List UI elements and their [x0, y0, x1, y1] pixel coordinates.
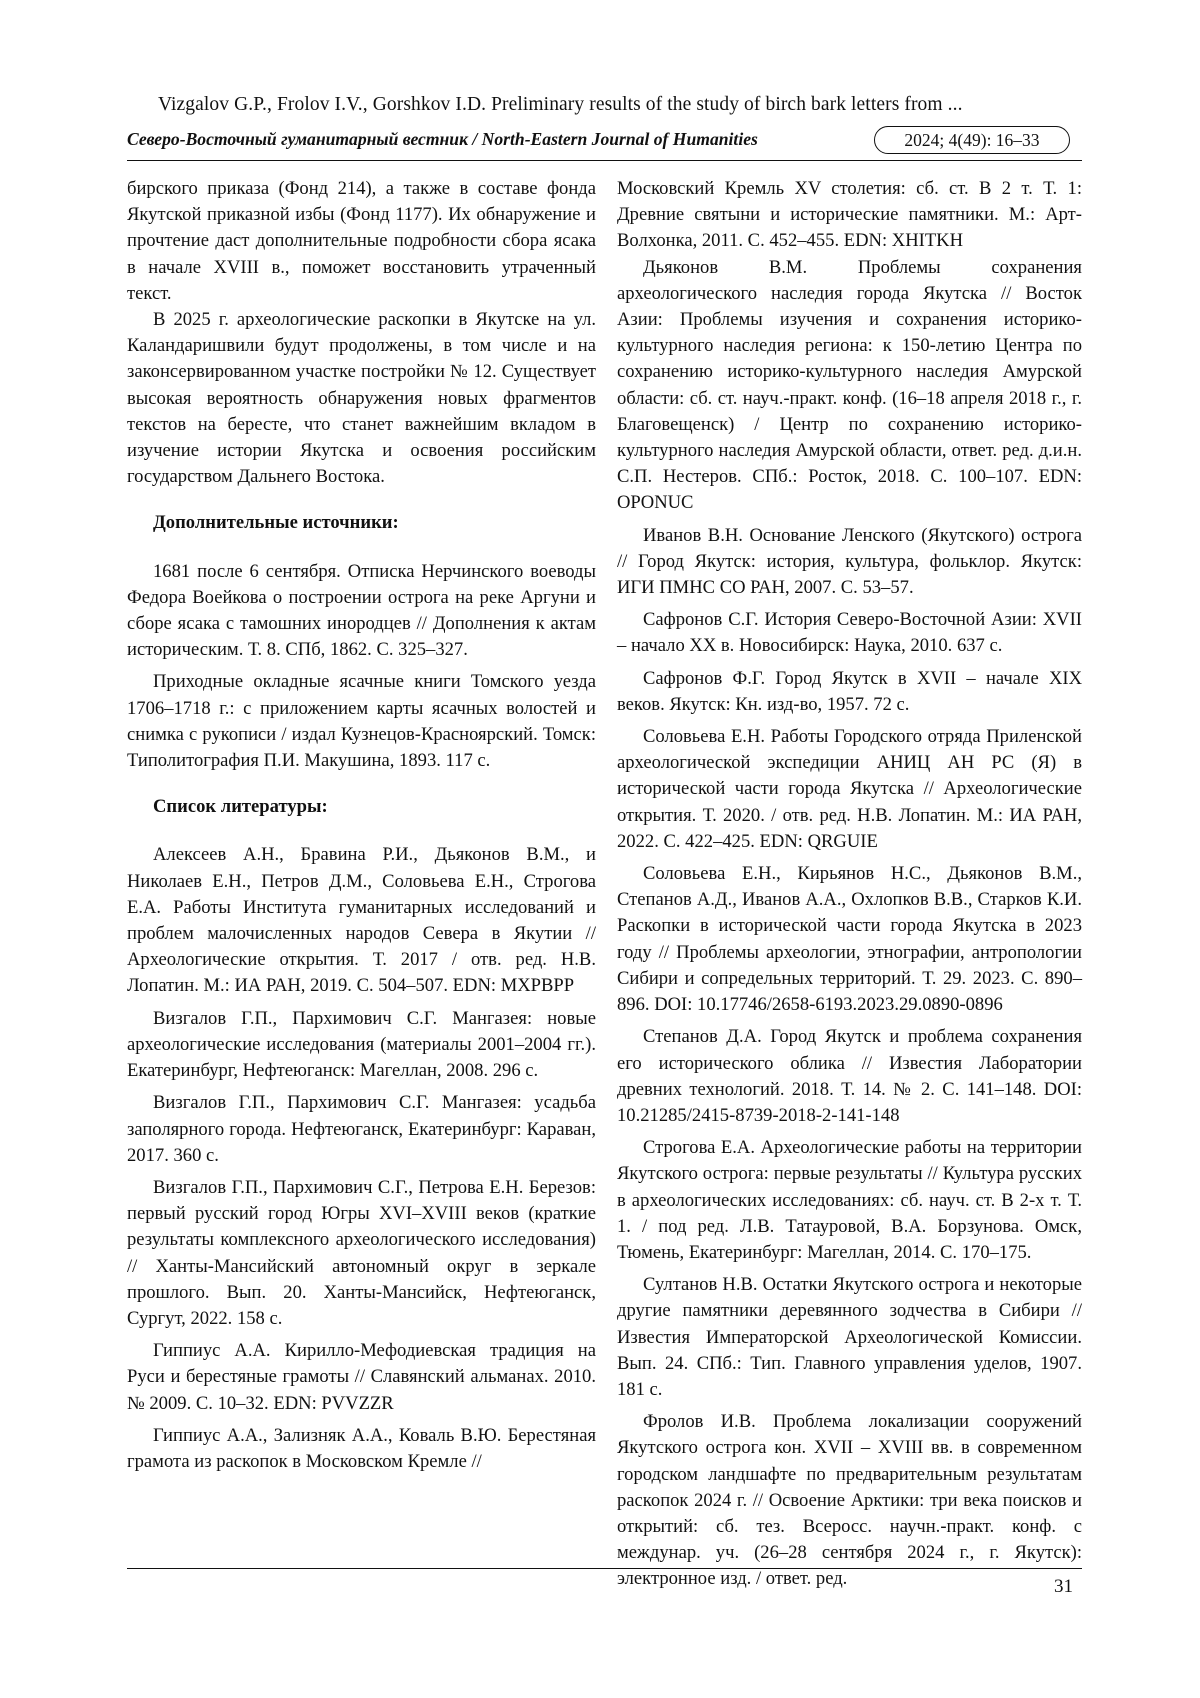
journal-line	[127, 126, 1082, 158]
source-entry: Приходные окладные ясачные книги Томского уезда 1706–1718 г.: с приложением карты ясачных волостей и снимка с рукописи / издал Кузнецов-Красноярский. Томск: Типолитография П.И. Макушина, 1893. 117 с.	[127, 671, 596, 772]
spacer	[127, 820, 596, 842]
reference-entry: Строгова Е.А. Археологические работы на территории Якутского острога: первые результаты // Культура русских в археологических исследованиях: сб. науч. ст. В 2-х т. Т. 1. / под ред. Л.В. Татауровой, В.А. Борзунова. Омск, Тюмень, Екатеринбург: Магеллан, 2014. С. 170–175.	[617, 1137, 1082, 1263]
reference-entry: Визгалов Г.П., Пархимович С.Г., Петрова Е.Н. Березов: первый русский город Югры XVI–XVIII веков (краткие результаты комплексного археологического исследования) // Ханты-Мансийский автономный округ в зеркале прошлого. Вып. 20. Ханты-Мансийск, Нефтеюганск, Сургут, 2022. 158 с.	[127, 1176, 596, 1329]
left-column	[127, 176, 596, 1475]
page-number: 31	[1054, 1576, 1073, 1597]
body-paragraph: В 2025 г. археологические раскопки в Якутске на ул. Каландаришвили будут продолжены, в том числе и на законсервированном участке постройки № 12. Существует высокая вероятность обнаружения новых фрагментов текстов на бересте, что станет важнейшим вкладом в изучение истории Якутска и освоения российским государством Дальнего Востока.	[127, 309, 596, 488]
reference-entry: Соловьева Е.Н., Кирьянов Н.С., Дьяконов В.М., Степанов А.Д., Иванов А.А., Охлопков В.В., Старков К.И. Раскопки в исторической части города Якутска в 2023 году // Проблемы археологии, этнографии, антропологии Сибири и сопредельных территорий. Т. 29. 2023. С. 890–896. DOI: 10.17746/2658-6193.2023.29.0890-0896	[617, 863, 1082, 1016]
reference-entry: Визгалов Г.П., Пархимович С.Г. Мангазея: усадьба заполярного города. Нефтеюганск, Екатеринбург: Караван, 2017. 360 с.	[127, 1092, 596, 1166]
running-title: Vizgalov G.P., Frolov I.V., Gorshkov I.D. Preliminary results of the study of birch bark letters from ...	[158, 94, 963, 115]
source-entry: 1681 после 6 сентября. Отписка Нерчинского воеводы Федора Воейкова о построении острога на реке Аргуни и сборе ясака с тамошних инородцев // Дополнения к актам историческим. Т. 8. СПб, 1862. С. 325–327.	[127, 560, 596, 661]
reference-entry: Сафронов Ф.Г. Город Якутск в XVII – начале XIX веков. Якутск: Кн. изд-во, 1957. 72 с.	[617, 667, 1082, 715]
reference-entry: Алексеев А.Н., Бравина Р.И., Дьяконов В.М., и Николаев Е.Н., Петров Д.М., Соловьева Е.Н., Строгова Е.А. Работы Института гуманитарных исследований и проблем малочисленных народов Севера в Якутии // Археологические открытия. Т. 2017 / отв. ред. Н.В. Лопатин. М.: ИА РАН, 2019. С. 504–507. EDN: MXPBPP	[127, 844, 596, 997]
reference-entry: Султанов Н.В. Остатки Якутского острога и некоторые другие памятники деревянного зодчества в Сибири // Известия Императорской Археологической Комиссии. Вып. 24. СПб.: Тип. Главного управления уделов, 1907. 181 с.	[617, 1274, 1082, 1400]
journal-name: Северо-Восточный гуманитарный вестник / North-Eastern Journal of Humanities	[127, 129, 758, 149]
reference-entry: Визгалов Г.П., Пархимович С.Г. Мангазея: новые археологические исследования (материалы 2001–2004 гг.). Екатеринбург, Нефтеюганск: Магеллан, 2008. 296 с.	[127, 1007, 596, 1082]
reference-entry: Иванов В.Н. Основание Ленского (Якутского) острога // Город Якутск: история, культура, фольклор. Якутск: ИГИ ПМНС СО РАН, 2007. С. 53–57.	[617, 524, 1082, 599]
sources-heading: Дополнительные источники:	[153, 512, 399, 534]
reference-entry: Сафронов С.Г. История Северо-Восточной Азии: XVII – начало XX в. Новосибирск: Наука, 2010. 637 с.	[617, 609, 1082, 657]
literature-heading: Список литературы:	[153, 796, 328, 818]
continued-reference: Московский Кремль XV столетия: сб. ст. В 2 т. Т. 1: Древние святыни и исторические памятники. М.: Арт-Волхонка, 2011. С. 452–455. EDN: XHITKH	[617, 178, 1082, 252]
issue-badge: 2024; 4(49): 16–33	[874, 126, 1070, 154]
continued-paragraph: бирского приказа (Фонд 214), а также в составе фонда Якутской приказной избы (Фонд 1177). Их обнаружение и прочтение даст дополнительные подробности сбора ясака в начале XVIII в., поможет восстановить утраченный текст.	[127, 178, 596, 304]
spacer	[127, 774, 596, 794]
spacer	[127, 490, 596, 510]
footer-rule	[127, 1568, 1082, 1569]
spacer	[127, 537, 596, 559]
reference-entry: Гиппиус А.А., Зализняк А.А., Коваль В.Ю. Берестяная грамота из раскопок в Московском Кремле //	[127, 1424, 596, 1472]
reference-entry: Гиппиус А.А. Кирилло-Мефодиевская традиция на Руси и берестяные грамоты // Славянский альманах. 2010. № 2009. С. 10–32. EDN: PVVZZR	[127, 1340, 596, 1414]
reference-entry: Фролов И.В. Проблема локализации сооружений Якутского острога кон. XVII – XVIII вв. в современном городском ландшафте по предварительным результатам раскопок 2024 г. // Освоение Арктики: три века поисков и открытий: сб. тез. Всеросс. научн.-практ. конф. с междунар. уч. (26–28 сентября 2024 г., г. Якутск): электронное изд. / ответ. ред.	[617, 1411, 1082, 1590]
reference-entry: Дьяконов В.М. Проблемы сохранения археологического наследия города Якутска // Восток Азии: Проблемы изучения и сохранения историко-культурного наследия региона: к 150-летию Центра по сохранению историко-культурного наследия Амурской области: сб. ст. науч.-практ. конф. (16–18 апреля 2018 г., г. Благовещенск) / Центр по сохранению историко-культурного наследия Амурской области, ответ. ред. д.и.н. С.П. Нестеров. СПб.: Росток, 2018. С. 100–107. EDN: OPONUC	[617, 256, 1082, 514]
right-column	[617, 176, 1082, 1593]
reference-entry: Степанов Д.А. Город Якутск и проблема сохранения его исторического облика // Известия Лаборатории древних технологий. 2018. Т. 14. № 2. С. 141–148. DOI: 10.21285/2415-8739-2018-2-141-148	[617, 1026, 1082, 1126]
reference-entry: Соловьева Е.Н. Работы Городского отряда Приленской археологической экспедиции АНИЦ АН РС (Я) в исторической части города Якутска // Археологические открытия. Т. 2020. / отв. ред. Н.В. Лопатин. М.: ИА РАН, 2022. С. 422–425. EDN: QRGUIE	[617, 726, 1082, 852]
header-rule	[127, 160, 1082, 161]
